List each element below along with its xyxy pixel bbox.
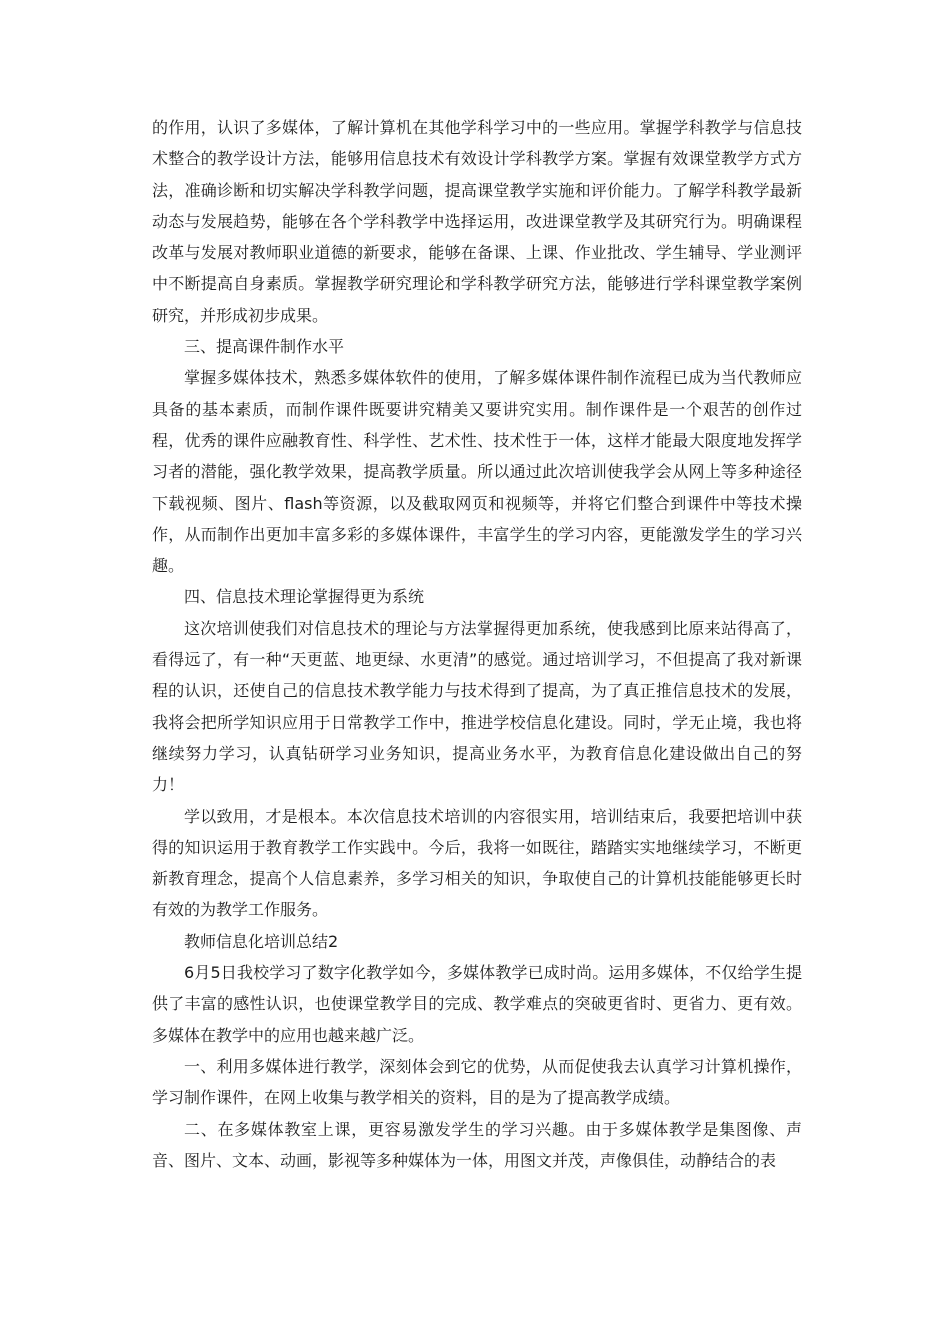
body-paragraph: 6月5日我校学习了数字化教学如今，多媒体教学已成时尚。运用多媒体，不仅给学生提供了丰富的感性认识，也使课堂教学目的完成、教学难点的突破更省时、更省力、更有效。多媒体在教学中的应用也越来越广泛。 (152, 963, 802, 1045)
section-heading: 三、提高课件制作水平 (184, 337, 345, 357)
body-paragraph: 一、利用多媒体进行教学，深刻体会到它的优势，从而促使我去认真学习计算机操作，学习制作课件，在网上收集与教学相关的资料，目的是为了提高教学成绩。 (152, 1056, 802, 1108)
body-paragraph: 掌握多媒体技术，熟悉多媒体软件的使用，了解多媒体课件制作流程已成为当代教师应具备的基本素质，而制作课件既要讲究精美又要讲究实用。制作课件是一个艰苦的创作过程，优秀的课件应融教育性、科学性、艺术性、技术性于一体，这样才能最大限度地发挥学习者的潜能，强化教学效果，提高教学质量。所以通过此次培训使我学会从网上等多种途径下载视频、图片、flash等资源，以及截取网页和视频等，并将它们整合到课件中等技术操作，从而制作出更加丰富多彩的多媒体课件，丰富学生的学习内容，更能激发学生的学习兴趣。 (152, 368, 802, 576)
body-paragraph: 二、在多媒体教室上课，更容易激发学生的学习兴趣。由于多媒体教学是集图像、声音、图片、文本、动画，影视等多种媒体为一体，用图文并茂，声像俱佳，动静结合的表 (152, 1119, 802, 1170)
body-paragraph: 的作用，认识了多媒体，了解计算机在其他学科学习中的一些应用。掌握学科教学与信息技术整合的教学设计方法，能够用信息技术有效设计学科教学方案。掌握有效课堂教学方式方法，准确诊断和切实解决学科教学问题，提高课堂教学实施和评价能力。了解学科教学最新动态与发展趋势，能够在各个学科教学中选择运用，改进课堂教学及其研究行为。明确课程改革与发展对教师职业道德的新要求，能够在备课、上课、作业批改、学生辅导、学业测评中不断提高自身素质。掌握教学研究理论和学科教学研究方法，能够进行学科课堂教学案例研究，并形成初步成果。 (152, 118, 802, 325)
body-paragraph: 这次培训使我们对信息技术的理论与方法掌握得更加系统，使我感到比原来站得高了，看得远了，有一种“天更蓝、地更绿、水更清”的感觉。通过培训学习，不但提高了我对新课程的认识，还使自己的信息技术教学能力与技术得到了提高，为了真正推信息技术的发展，我将会把所学知识应用于日常教学工作中，推进学校信息化建设。同时，学无止境，我也将继续努力学习，认真钻研学习业务知识，提高业务水平，为教育信息化建设做出自己的努力！ (152, 618, 802, 795)
body-paragraph: 学以致用，才是根本。本次信息技术培训的内容很实用，培训结束后，我要把培训中获得的知识运用于教育教学工作实践中。今后，我将一如既往，踏踏实实地继续学习，不断更新教育理念，提高个人信息素养，多学习相关的知识，争取使自己的计算机技能能够更长时有效的为教学工作服务。 (152, 806, 802, 920)
section-heading: 四、信息技术理论掌握得更为系统 (184, 587, 425, 607)
document-body (152, 112, 802, 1176)
document-title: 教师信息化培训总结2 (184, 931, 339, 951)
